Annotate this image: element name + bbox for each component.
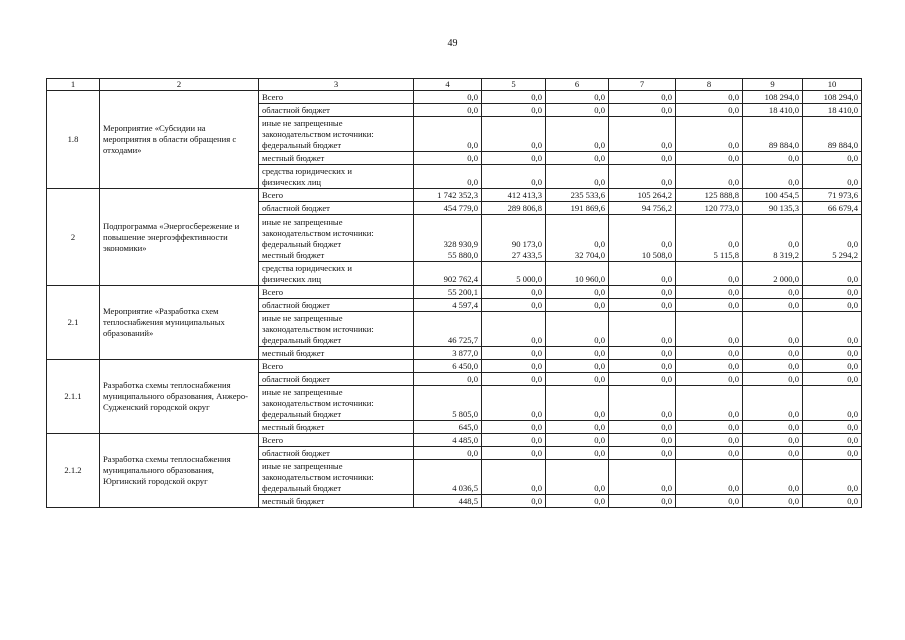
item-code-cell: 1.8 <box>47 91 100 189</box>
amount-cell: 0,0 <box>676 347 743 360</box>
amount-cell: 120 773,0 <box>676 202 743 215</box>
funding-source-cell: иные не запрещенные законодательством источники: федеральный бюджет <box>259 312 414 347</box>
amount-cell: 0,0 <box>609 104 676 117</box>
amount-cell: 55 200,1 <box>414 286 482 299</box>
amount-cell: 0,0 <box>803 152 862 165</box>
amount-cell: 0,0 <box>676 299 743 312</box>
amount-cell: 0,0 <box>676 421 743 434</box>
funding-source-cell: областной бюджет <box>259 202 414 215</box>
amount-cell: 125 888,8 <box>676 189 743 202</box>
amount-cell: 0,0 <box>743 434 803 447</box>
amount-cell: 2 000,0 <box>743 262 803 286</box>
amount-cell: 0,0 <box>676 152 743 165</box>
column-number-cell: 2 <box>100 79 259 91</box>
amount-cell: 0,0 <box>609 262 676 286</box>
amount-cell: 0,0 <box>609 312 676 347</box>
amount-cell: 0,0 <box>803 299 862 312</box>
amount-cell: 0,0 <box>676 373 743 386</box>
funding-source-cell: местный бюджет <box>259 495 414 508</box>
amount-cell: 0,0 <box>482 460 546 495</box>
amount-cell: 0,0 <box>546 360 609 373</box>
amount-cell: 0,0 <box>803 373 862 386</box>
funding-source-cell: Всего <box>259 286 414 299</box>
item-name-cell: Разработка схемы теплоснабжения муниципального образования, Юргинский городской округ <box>100 434 259 508</box>
amount-cell: 0,0 <box>676 262 743 286</box>
amount-cell: 0,0 <box>609 386 676 421</box>
item-name-cell: Подпрограмма «Энергосбережение и повышение энергоэффективности экономики» <box>100 189 259 286</box>
amount-cell: 0,0 <box>546 104 609 117</box>
amount-cell: 0,0 <box>609 286 676 299</box>
funding-source-cell: областной бюджет <box>259 104 414 117</box>
amount-cell: 0,0 <box>482 312 546 347</box>
table-row <box>47 434 862 447</box>
item-code-cell: 2.1 <box>47 286 100 360</box>
amount-cell: 0,0 <box>676 165 743 189</box>
amount-cell: 1 742 352,3 <box>414 189 482 202</box>
funding-source-cell: Всего <box>259 189 414 202</box>
amount-cell: 0,0 <box>743 447 803 460</box>
amount-cell: 0,0 <box>803 262 862 286</box>
amount-cell: 0,0 <box>482 495 546 508</box>
item-name-cell: Мероприятие «Субсидии на мероприятия в области обращения с отходами» <box>100 91 259 189</box>
amount-cell: 4 597,4 <box>414 299 482 312</box>
item-code-cell: 2 <box>47 189 100 286</box>
amount-cell: 0,0 <box>609 299 676 312</box>
amount-cell: 0,0 <box>676 360 743 373</box>
column-number-cell: 5 <box>482 79 546 91</box>
amount-cell: 0,0 <box>676 447 743 460</box>
funding-source-cell: местный бюджет <box>259 421 414 434</box>
amount-cell: 0,0 <box>546 165 609 189</box>
funding-source-cell: иные не запрещенные законодательством источники: федеральный бюджет <box>259 460 414 495</box>
amount-cell: 0,0 <box>609 447 676 460</box>
funding-source-cell: областной бюджет <box>259 299 414 312</box>
page-number: 49 <box>447 38 458 49</box>
funding-source-cell: иные не запрещенные законодательством источники: федеральный бюджет местный бюджет <box>259 215 414 262</box>
amount-cell: 0,0 <box>482 447 546 460</box>
amount-cell: 0,0 <box>609 360 676 373</box>
amount-cell: 0,0 <box>676 495 743 508</box>
amount-cell: 0,0 <box>743 286 803 299</box>
amount-cell: 191 869,6 <box>546 202 609 215</box>
amount-cell: 0,0 10 508,0 <box>609 215 676 262</box>
funding-source-cell: Всего <box>259 360 414 373</box>
column-number-cell: 1 <box>47 79 100 91</box>
amount-cell: 0,0 <box>546 373 609 386</box>
amount-cell: 0,0 <box>803 386 862 421</box>
table-row <box>47 286 862 299</box>
amount-cell: 0,0 <box>546 460 609 495</box>
amount-cell: 94 756,2 <box>609 202 676 215</box>
amount-cell: 89 884,0 <box>803 117 862 152</box>
amount-cell: 0,0 <box>546 495 609 508</box>
amount-cell: 0,0 <box>482 91 546 104</box>
amount-cell: 10 960,0 <box>546 262 609 286</box>
amount-cell: 0,0 <box>743 386 803 421</box>
amount-cell: 0,0 <box>414 117 482 152</box>
amount-cell: 0,0 <box>609 434 676 447</box>
amount-cell: 0,0 <box>743 312 803 347</box>
budget-table <box>46 78 862 508</box>
amount-cell: 0,0 <box>414 152 482 165</box>
amount-cell: 0,0 <box>676 312 743 347</box>
amount-cell: 90 173,0 27 433,5 <box>482 215 546 262</box>
item-code-cell: 2.1.1 <box>47 360 100 434</box>
amount-cell: 0,0 32 704,0 <box>546 215 609 262</box>
amount-cell: 0,0 <box>609 152 676 165</box>
amount-cell: 89 884,0 <box>743 117 803 152</box>
column-number-cell: 9 <box>743 79 803 91</box>
amount-cell: 0,0 <box>546 91 609 104</box>
amount-cell: 0,0 <box>676 117 743 152</box>
amount-cell: 66 679,4 <box>803 202 862 215</box>
amount-cell: 5 805,0 <box>414 386 482 421</box>
amount-cell: 6 450,0 <box>414 360 482 373</box>
amount-cell: 0,0 <box>803 360 862 373</box>
amount-cell: 0,0 <box>743 152 803 165</box>
amount-cell: 0,0 <box>609 373 676 386</box>
amount-cell: 0,0 <box>676 286 743 299</box>
amount-cell: 0,0 <box>609 460 676 495</box>
funding-source-cell: средства юридических и физических лиц <box>259 165 414 189</box>
amount-cell: 0,0 <box>676 434 743 447</box>
amount-cell: 0,0 <box>609 117 676 152</box>
amount-cell: 0,0 <box>743 373 803 386</box>
amount-cell: 412 413,3 <box>482 189 546 202</box>
amount-cell: 645,0 <box>414 421 482 434</box>
amount-cell: 0,0 <box>803 347 862 360</box>
funding-source-cell: средства юридических и физических лиц <box>259 262 414 286</box>
amount-cell: 108 294,0 <box>803 91 862 104</box>
amount-cell: 0,0 <box>743 421 803 434</box>
amount-cell: 18 410,0 <box>803 104 862 117</box>
amount-cell: 71 973,6 <box>803 189 862 202</box>
amount-cell: 0,0 <box>414 165 482 189</box>
amount-cell: 0,0 <box>743 347 803 360</box>
amount-cell: 454 779,0 <box>414 202 482 215</box>
amount-cell: 100 454,5 <box>743 189 803 202</box>
amount-cell: 0,0 <box>803 421 862 434</box>
amount-cell: 0,0 <box>546 421 609 434</box>
amount-cell: 0,0 <box>546 447 609 460</box>
amount-cell: 0,0 <box>482 117 546 152</box>
table-row <box>47 189 862 202</box>
funding-source-cell: иные не запрещенные законодательством источники: федеральный бюджет <box>259 117 414 152</box>
column-number-row <box>47 79 862 91</box>
amount-cell: 0,0 <box>546 312 609 347</box>
item-name-cell: Разработка схемы теплоснабжения муниципального образования, Анжеро-Судженский городской округ <box>100 360 259 434</box>
column-number-cell: 4 <box>414 79 482 91</box>
amount-cell: 5 000,0 <box>482 262 546 286</box>
table-row <box>47 360 862 373</box>
funding-source-cell: местный бюджет <box>259 152 414 165</box>
amount-cell: 0,0 <box>609 421 676 434</box>
amount-cell: 0,0 <box>482 386 546 421</box>
column-number-cell: 3 <box>259 79 414 91</box>
amount-cell: 448,5 <box>414 495 482 508</box>
amount-cell: 0,0 <box>803 165 862 189</box>
item-name-cell: Мероприятие «Разработка схем теплоснабжения муниципальных образований» <box>100 286 259 360</box>
amount-cell: 0,0 <box>609 495 676 508</box>
amount-cell: 0,0 <box>546 434 609 447</box>
amount-cell: 0,0 <box>546 386 609 421</box>
amount-cell: 902 762,4 <box>414 262 482 286</box>
funding-source-cell: областной бюджет <box>259 447 414 460</box>
amount-cell: 0,0 <box>546 286 609 299</box>
amount-cell: 235 533,6 <box>546 189 609 202</box>
amount-cell: 0,0 <box>803 434 862 447</box>
column-number-cell: 7 <box>609 79 676 91</box>
amount-cell: 0,0 <box>803 460 862 495</box>
amount-cell: 0,0 5 115,8 <box>676 215 743 262</box>
amount-cell: 0,0 <box>743 460 803 495</box>
table-row <box>47 91 862 104</box>
funding-source-cell: Всего <box>259 434 414 447</box>
amount-cell: 0,0 <box>676 460 743 495</box>
amount-cell: 0,0 <box>414 91 482 104</box>
funding-source-cell: областной бюджет <box>259 373 414 386</box>
amount-cell: 0,0 <box>803 286 862 299</box>
amount-cell: 289 806,8 <box>482 202 546 215</box>
amount-cell: 0,0 <box>482 421 546 434</box>
amount-cell: 0,0 <box>414 447 482 460</box>
column-number-cell: 10 <box>803 79 862 91</box>
amount-cell: 0,0 <box>482 299 546 312</box>
amount-cell: 0,0 <box>676 104 743 117</box>
amount-cell: 46 725,7 <box>414 312 482 347</box>
amount-cell: 0,0 <box>482 434 546 447</box>
amount-cell: 0,0 <box>803 447 862 460</box>
amount-cell: 0,0 <box>414 373 482 386</box>
amount-cell: 4 036,5 <box>414 460 482 495</box>
amount-cell: 0,0 <box>803 495 862 508</box>
amount-cell: 0,0 <box>676 386 743 421</box>
amount-cell: 0,0 <box>546 152 609 165</box>
column-number-cell: 8 <box>676 79 743 91</box>
amount-cell: 0,0 <box>482 373 546 386</box>
amount-cell: 90 135,3 <box>743 202 803 215</box>
funding-source-cell: иные не запрещенные законодательством источники: федеральный бюджет <box>259 386 414 421</box>
amount-cell: 0,0 <box>546 347 609 360</box>
amount-cell: 0,0 <box>482 347 546 360</box>
item-code-cell: 2.1.2 <box>47 434 100 508</box>
amount-cell: 0,0 <box>609 165 676 189</box>
amount-cell: 0,0 <box>482 152 546 165</box>
amount-cell: 0,0 <box>676 91 743 104</box>
funding-source-cell: Всего <box>259 91 414 104</box>
amount-cell: 0,0 <box>609 347 676 360</box>
amount-cell: 0,0 <box>482 286 546 299</box>
amount-cell: 0,0 8 319,2 <box>743 215 803 262</box>
amount-cell: 0,0 <box>546 299 609 312</box>
amount-cell: 328 930,9 55 880,0 <box>414 215 482 262</box>
amount-cell: 4 485,0 <box>414 434 482 447</box>
column-number-cell: 6 <box>546 79 609 91</box>
amount-cell: 0,0 5 294,2 <box>803 215 862 262</box>
amount-cell: 0,0 <box>546 117 609 152</box>
amount-cell: 0,0 <box>609 91 676 104</box>
amount-cell: 0,0 <box>482 104 546 117</box>
amount-cell: 0,0 <box>743 299 803 312</box>
funding-source-cell: местный бюджет <box>259 347 414 360</box>
amount-cell: 0,0 <box>743 165 803 189</box>
amount-cell: 3 877,0 <box>414 347 482 360</box>
amount-cell: 18 410,0 <box>743 104 803 117</box>
amount-cell: 0,0 <box>743 495 803 508</box>
amount-cell: 0,0 <box>743 360 803 373</box>
amount-cell: 108 294,0 <box>743 91 803 104</box>
amount-cell: 0,0 <box>482 360 546 373</box>
amount-cell: 0,0 <box>803 312 862 347</box>
amount-cell: 0,0 <box>414 104 482 117</box>
amount-cell: 105 264,2 <box>609 189 676 202</box>
amount-cell: 0,0 <box>482 165 546 189</box>
